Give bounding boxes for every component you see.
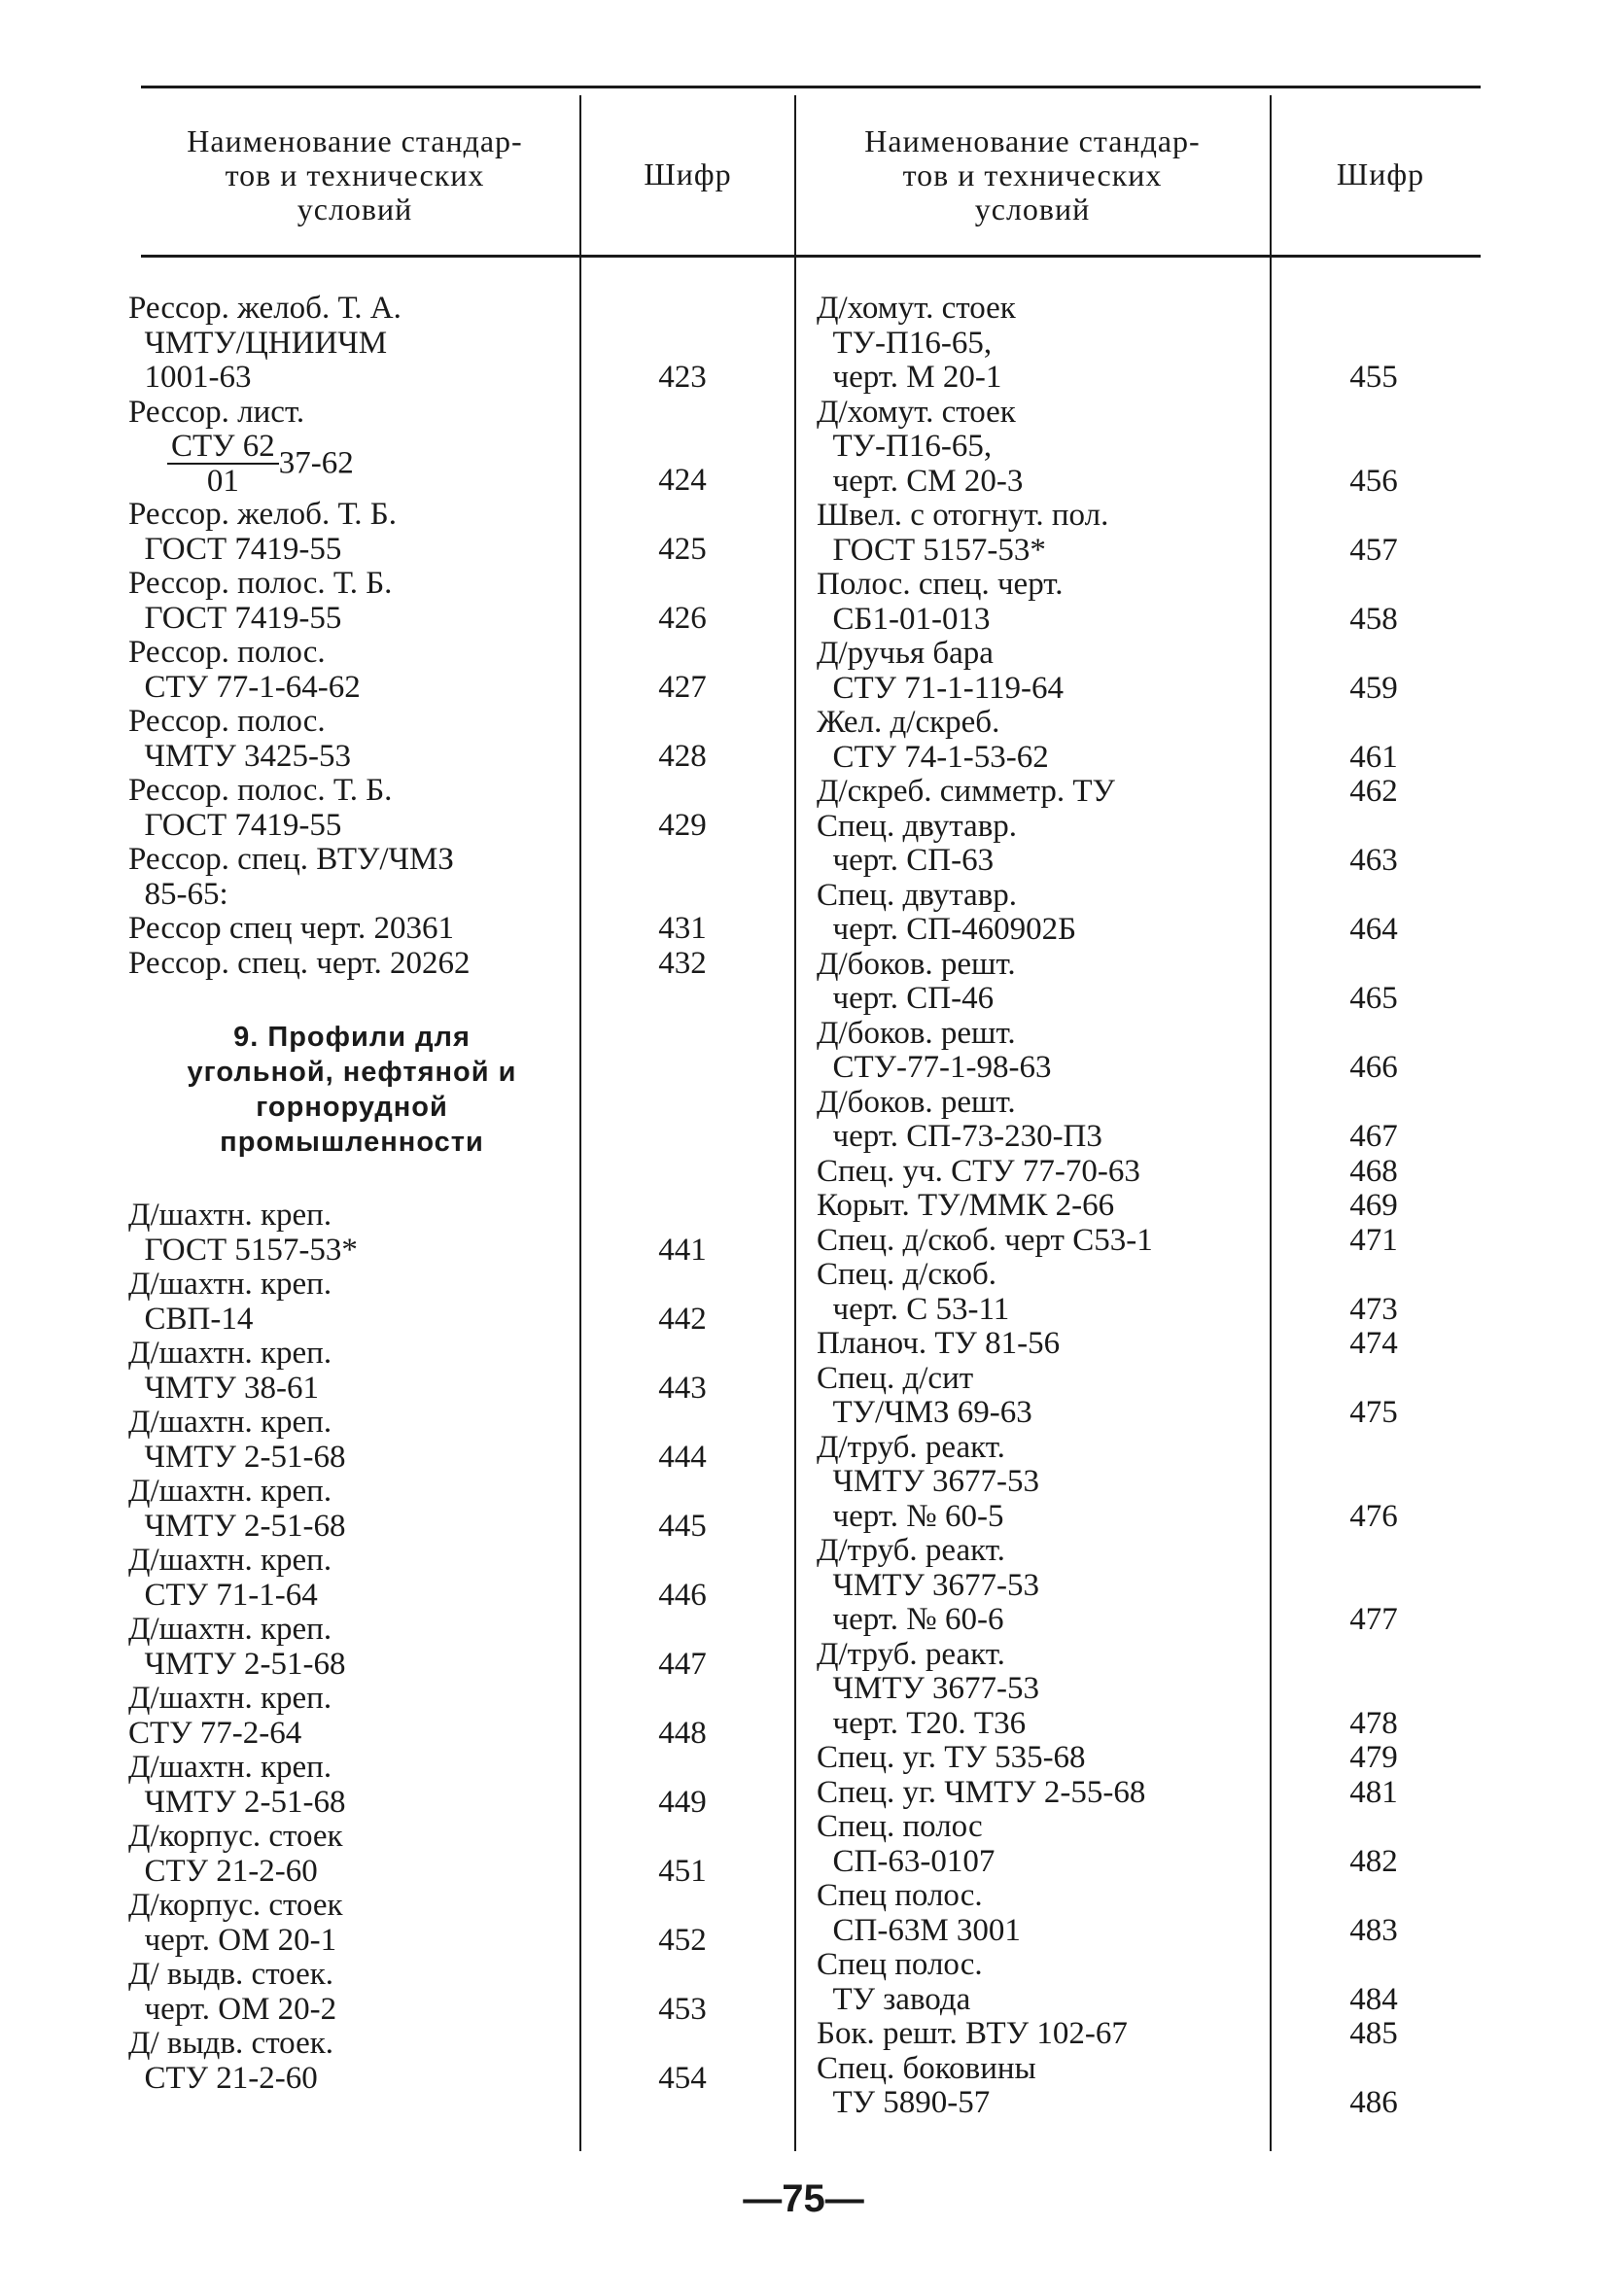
section-heading: 9. Профили для угольной, нефтяной и горнорудной промышленности bbox=[187, 1022, 517, 1158]
standard-name: Спец. боковины ТУ 5890-57 bbox=[817, 2050, 1036, 2120]
fraction-line bbox=[128, 430, 576, 498]
table-row bbox=[128, 1612, 707, 1682]
standard-name: Д/шахтн. креп. ЧМТУ 2-51-68 bbox=[128, 1405, 346, 1475]
standard-name: Д/ выдв. стоек. СТУ 21-2-60 bbox=[128, 2026, 334, 2096]
code-cell: 484 bbox=[1349, 1981, 1398, 2017]
table-row bbox=[817, 291, 1398, 396]
column-divider bbox=[579, 95, 581, 2151]
code-cell: 431 bbox=[658, 911, 707, 946]
standard-name: Д/труб. реакт. ЧМТУ 3677-53 черт. № 60-5 bbox=[817, 1429, 1040, 1534]
standard-name: Д/шахтн. креп. ЧМТУ 38-61 bbox=[128, 1336, 332, 1406]
standard-name: Д/шахтн. креп. ЧМТУ 2-51-68 bbox=[128, 1474, 346, 1544]
table-row bbox=[128, 394, 707, 499]
table-row bbox=[817, 946, 1398, 1017]
code-cell: 455 bbox=[1349, 360, 1398, 395]
table-row bbox=[817, 1878, 1398, 1948]
standard-name: Д/боков. решт. черт. СП-73-230-П3 bbox=[817, 1084, 1102, 1154]
code-cell: 473 bbox=[1349, 1291, 1398, 1327]
code-cell: 428 bbox=[658, 738, 707, 774]
page-number: —75— bbox=[743, 2177, 864, 2220]
code-cell: 423 bbox=[658, 360, 707, 395]
table-row bbox=[128, 1198, 707, 1268]
standard-name: Д/корпус. стоек черт. ОМ 20-1 bbox=[128, 1888, 343, 1958]
header-right-code: Шифр bbox=[1336, 157, 1425, 191]
table-row bbox=[128, 1336, 707, 1406]
standard-name: Рессор спец черт. 20361 bbox=[128, 911, 455, 946]
table-row bbox=[128, 911, 707, 947]
code-cell: 462 bbox=[1349, 774, 1398, 809]
standard-name: Спец. д/скоб. черт С53-1 bbox=[817, 1222, 1153, 1258]
standard-name: Спец. д/сит ТУ/ЧМЗ 69-63 bbox=[817, 1360, 1032, 1430]
table-row bbox=[817, 1947, 1398, 2017]
code-cell: 426 bbox=[658, 600, 707, 636]
table-row bbox=[128, 945, 707, 982]
table-row bbox=[128, 773, 707, 843]
standard-name: Д/шахтн. креп. ЧМТУ 2-51-68 bbox=[128, 1612, 346, 1682]
code-cell: 443 bbox=[658, 1370, 707, 1406]
code-cell: 478 bbox=[1349, 1705, 1398, 1741]
code-cell: 486 bbox=[1349, 2085, 1398, 2120]
table-row bbox=[128, 1819, 707, 1889]
left-table-column bbox=[128, 291, 707, 2096]
standard-name: Д/шахтн. креп. СВП-14 bbox=[128, 1267, 332, 1337]
standard-name: Д/боков. решт. СТУ-77-1-98-63 bbox=[817, 1015, 1052, 1085]
standard-name: Рессор. полос. СТУ 77-1-64-62 bbox=[128, 635, 361, 705]
code-cell: 454 bbox=[658, 2060, 707, 2096]
standard-name: Рессор. полос. Т. Б. ГОСТ 7419-55 bbox=[128, 566, 393, 636]
table-row bbox=[817, 808, 1398, 879]
column-divider bbox=[794, 95, 796, 2151]
standard-fraction bbox=[167, 430, 279, 498]
table-row bbox=[128, 1681, 707, 1751]
code-cell: 457 bbox=[1349, 532, 1398, 568]
code-cell: 476 bbox=[1349, 1498, 1398, 1534]
code-cell: 441 bbox=[658, 1232, 707, 1268]
code-cell: 477 bbox=[1349, 1602, 1398, 1637]
standard-name: Швел. с отогнут. пол. ГОСТ 5157-53* bbox=[817, 498, 1109, 568]
table-row bbox=[817, 705, 1398, 775]
code-cell: 479 bbox=[1349, 1740, 1398, 1775]
code-cell: 471 bbox=[1349, 1222, 1398, 1258]
standard-name: Д/скреб. симметр. ТУ bbox=[817, 774, 1115, 809]
standard-name: Д/хомут. стоек ТУ-П16-65, черт. СМ 20-3 bbox=[817, 394, 1024, 499]
table-row bbox=[128, 497, 707, 567]
table-row bbox=[817, 877, 1398, 948]
code-cell: 432 bbox=[658, 945, 707, 981]
code-cell: 468 bbox=[1349, 1153, 1398, 1189]
code-cell: 425 bbox=[658, 531, 707, 567]
table-row bbox=[128, 2026, 707, 2096]
standard-name: Спец. д/скоб. черт. С 53-11 bbox=[817, 1257, 1010, 1327]
standard-name: Жел. д/скреб. СТУ 74-1-53-62 bbox=[817, 705, 1049, 775]
table-row bbox=[817, 1326, 1398, 1362]
standard-name: Планоч. ТУ 81-56 bbox=[817, 1326, 1061, 1361]
standard-name: Рессор. полос. ЧМТУ 3425-53 bbox=[128, 704, 352, 774]
table-row bbox=[128, 843, 576, 912]
standard-name: Бок. решт. ВТУ 102-67 bbox=[817, 2016, 1128, 2051]
standard-name: Спец полос. СП-63М 3001 bbox=[817, 1878, 1021, 1948]
standard-name: Полос. спец. черт. СБ1-01-013 bbox=[817, 567, 1064, 637]
header-right-name: Наименование стандар- тов и технических условий bbox=[864, 123, 1201, 226]
table-row bbox=[128, 1405, 707, 1475]
table-row bbox=[817, 1153, 1398, 1190]
table-row bbox=[817, 1188, 1398, 1224]
standard-name: Д/труб. реакт. ЧМТУ 3677-53 черт. Т20. Т36 bbox=[817, 1636, 1040, 1741]
table-row bbox=[128, 1957, 707, 2027]
table-row bbox=[128, 566, 707, 636]
table-row bbox=[817, 1360, 1398, 1431]
standard-name: Д/ручья бара СТУ 71-1-119-64 bbox=[817, 636, 1065, 706]
standard-name: Спец. уч. СТУ 77-70-63 bbox=[817, 1153, 1140, 1189]
code-cell: 442 bbox=[658, 1301, 707, 1337]
code-cell: 466 bbox=[1349, 1050, 1398, 1085]
code-cell: 446 bbox=[658, 1577, 707, 1613]
table-row bbox=[817, 1222, 1398, 1259]
code-cell: 465 bbox=[1349, 981, 1398, 1016]
standard-name: Д/хомут. стоек ТУ-П16-65, черт. М 20-1 bbox=[817, 291, 1016, 395]
code-cell: 469 bbox=[1349, 1188, 1398, 1223]
column-divider bbox=[1270, 95, 1272, 2151]
table-row bbox=[817, 1084, 1398, 1155]
standard-name: Д/боков. решт. черт. СП-46 bbox=[817, 946, 1016, 1016]
code-cell: 456 bbox=[1349, 463, 1398, 499]
table-row bbox=[817, 1774, 1398, 1811]
standard-name: Рессор. желоб. Т. А. ЧМТУ/ЦНИИЧМ 1001-63 bbox=[128, 291, 402, 395]
standard-name: Рессор. спец. черт. 20262 bbox=[128, 945, 471, 981]
code-cell: 447 bbox=[658, 1646, 707, 1682]
code-cell: 463 bbox=[1349, 843, 1398, 878]
standard-name: Д/шахтн. креп. СТУ 71-1-64 bbox=[128, 1543, 332, 1613]
code-cell: 474 bbox=[1349, 1326, 1398, 1361]
standard-name: Спец. двутавр. черт. СП-460902Б bbox=[817, 877, 1077, 947]
code-cell: 464 bbox=[1349, 912, 1398, 947]
header-left-code: Шифр bbox=[644, 157, 732, 191]
right-table-column bbox=[817, 291, 1398, 2121]
fraction-suffix: 37-62 bbox=[278, 445, 354, 481]
standard-name: Д/шахтн. креп. ЧМТУ 2-51-68 bbox=[128, 1750, 346, 1820]
standard-name: Спец. уг. ЧМТУ 2-55-68 bbox=[817, 1774, 1146, 1810]
table-row bbox=[817, 1533, 1398, 1638]
header-rule bbox=[141, 255, 1481, 258]
code-cell: 467 bbox=[1349, 1119, 1398, 1154]
standard-name: Спец. двутавр. черт. СП-63 bbox=[817, 808, 1018, 878]
code-cell: 427 bbox=[658, 669, 707, 705]
code-cell: 458 bbox=[1349, 601, 1398, 637]
table-row bbox=[128, 1474, 707, 1544]
code-cell: 451 bbox=[658, 1853, 707, 1889]
code-cell: 483 bbox=[1349, 1912, 1398, 1948]
code-cell: 482 bbox=[1349, 1843, 1398, 1879]
code-cell: 452 bbox=[658, 1922, 707, 1958]
code-cell: 485 bbox=[1349, 2016, 1398, 2051]
code-cell: 445 bbox=[658, 1508, 707, 1544]
table-row bbox=[817, 1015, 1398, 1086]
standard-name: Спец. уг. ТУ 535-68 bbox=[817, 1740, 1086, 1775]
table-row bbox=[817, 1809, 1398, 1879]
table-row bbox=[128, 635, 707, 705]
table-row bbox=[128, 1267, 707, 1337]
table-row bbox=[817, 1636, 1398, 1742]
code-cell: 461 bbox=[1349, 739, 1398, 775]
table-row bbox=[128, 291, 707, 396]
table-row bbox=[128, 1888, 707, 1958]
standard-name: Д/ выдв. стоек. черт. ОМ 20-2 bbox=[128, 1957, 337, 2027]
standard-name: Рессор. желоб. Т. Б. ГОСТ 7419-55 bbox=[128, 497, 398, 567]
table-row bbox=[128, 704, 707, 774]
code-cell: 424 bbox=[658, 462, 707, 498]
table-row bbox=[817, 567, 1398, 637]
standard-name: Спец полос. ТУ завода bbox=[817, 1947, 983, 2017]
standard-name: Спец. полос СП-63-0107 bbox=[817, 1809, 996, 1879]
table-row bbox=[817, 498, 1398, 568]
standard-name: Рессор. лист. bbox=[128, 394, 305, 430]
code-cell: 453 bbox=[658, 1991, 707, 2027]
standard-name: Рессор. полос. Т. Б. ГОСТ 7419-55 bbox=[128, 773, 393, 843]
table-row bbox=[817, 774, 1398, 810]
fraction-denominator: 01 bbox=[206, 464, 239, 499]
header-left-name: Наименование стандар- тов и технических условий bbox=[187, 123, 523, 226]
table-row bbox=[817, 636, 1398, 706]
standard-name: Д/труб. реакт. ЧМТУ 3677-53 черт. № 60-6 bbox=[817, 1533, 1040, 1637]
table-row bbox=[817, 1740, 1398, 1776]
code-cell: 429 bbox=[658, 807, 707, 843]
fraction-numerator: СТУ 62 bbox=[167, 430, 279, 465]
top-rule bbox=[141, 86, 1481, 88]
table-row bbox=[817, 1257, 1398, 1327]
table-row bbox=[128, 1543, 707, 1613]
standard-name: Д/шахтн. креп. СТУ 77-2-64 bbox=[128, 1681, 332, 1751]
standard-name: Д/шахтн. креп. ГОСТ 5157-53* bbox=[128, 1198, 358, 1268]
code-cell: 475 bbox=[1349, 1395, 1398, 1430]
table-row bbox=[817, 394, 1398, 500]
code-cell: 459 bbox=[1349, 670, 1398, 706]
code-cell: 444 bbox=[658, 1439, 707, 1475]
table-row bbox=[128, 1750, 707, 1820]
table-row bbox=[817, 2050, 1398, 2121]
code-cell: 481 bbox=[1349, 1774, 1398, 1810]
standard-name: Корыт. ТУ/ММК 2-66 bbox=[817, 1188, 1115, 1223]
code-cell: 448 bbox=[658, 1715, 707, 1751]
table-row bbox=[817, 1429, 1398, 1535]
table-row bbox=[817, 2016, 1398, 2052]
code-cell: 449 bbox=[658, 1784, 707, 1820]
standard-name: Рессор. спец. ВТУ/ЧМЗ 85-65: bbox=[128, 842, 454, 912]
standard-name: Д/корпус. стоек СТУ 21-2-60 bbox=[128, 1819, 343, 1889]
